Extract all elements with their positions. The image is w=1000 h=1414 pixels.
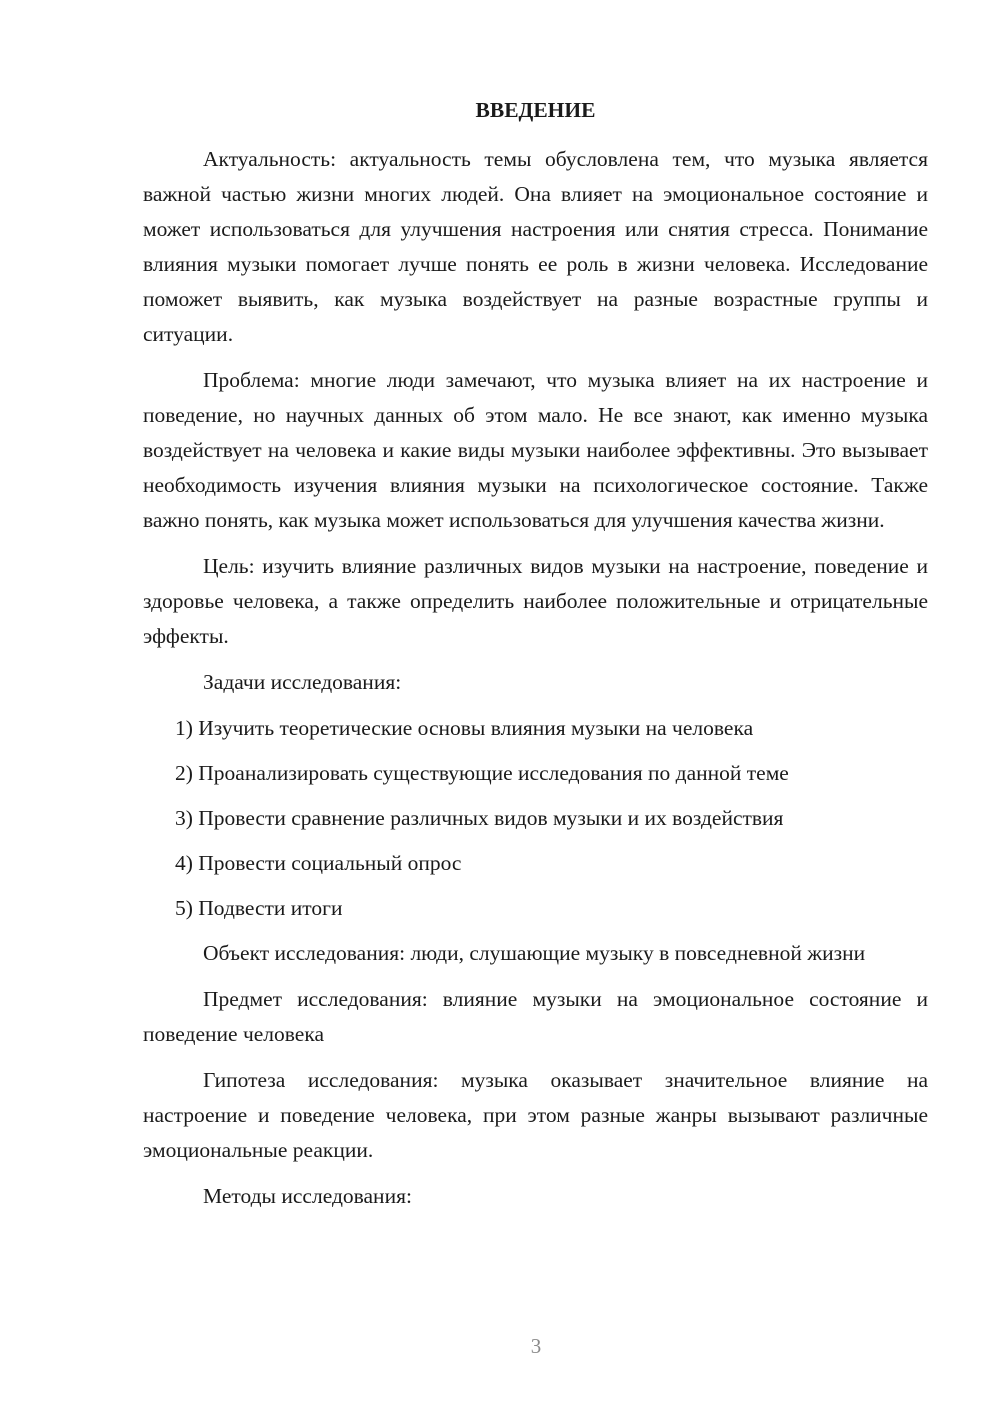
- goal-paragraph: Цель: изучить влияние различных видов музыки на настроение, поведение и здоровье человека, а также определить наиболее положительные и отрицательные эффекты.: [143, 554, 928, 648]
- tasks-list: [143, 711, 928, 926]
- document-page: [143, 95, 928, 1225]
- task-item: 4) Провести социальный опрос: [175, 851, 462, 875]
- task-item: 2) Проанализировать существующие исследования по данной теме: [175, 761, 789, 785]
- relevance-paragraph: Актуальность: актуальность темы обусловлена тем, что музыка является важной частью жизни многих людей. Она влияет на эмоциональное состояние и может использоваться для улучшения настроения или снятия стресса. Понимание влияния музыки помогает лучше понять ее роль в жизни человека. Исследование поможет выявить, как музыка воздействует на разные возрастные группы и ситуации.: [143, 147, 928, 346]
- task-item: 3) Провести сравнение различных видов музыки и их воздействия: [175, 806, 784, 830]
- methods-heading: Методы исследования:: [203, 1184, 412, 1208]
- page-number: 3: [530, 1334, 542, 1358]
- object-paragraph: Объект исследования: люди, слушающие музыку в повседневной жизни: [203, 941, 866, 965]
- task-item: 5) Подвести итоги: [175, 896, 343, 920]
- tasks-heading: Задачи исследования:: [203, 670, 402, 694]
- section-title: ВВЕДЕНИЕ: [475, 98, 596, 122]
- task-item: 1) Изучить теоретические основы влияния музыки на человека: [175, 716, 754, 740]
- subject-paragraph: Предмет исследования: влияние музыки на эмоциональное состояние и поведение человека: [143, 987, 928, 1046]
- hypothesis-paragraph: Гипотеза исследования: музыка оказывает значительное влияние на настроение и поведение человека, при этом разные жанры вызывают различные эмоциональные реакции.: [143, 1068, 928, 1162]
- problem-paragraph: Проблема: многие люди замечают, что музыка влияет на их настроение и поведение, но научных данных об этом мало. Не все знают, как именно музыка воздействует на человека и какие виды музыки наиболее эффективны. Это вызывает необходимость изучения влияния музыки на психологическое состояние. Также важно понять, как музыка может использоваться для улучшения качества жизни.: [143, 368, 928, 532]
